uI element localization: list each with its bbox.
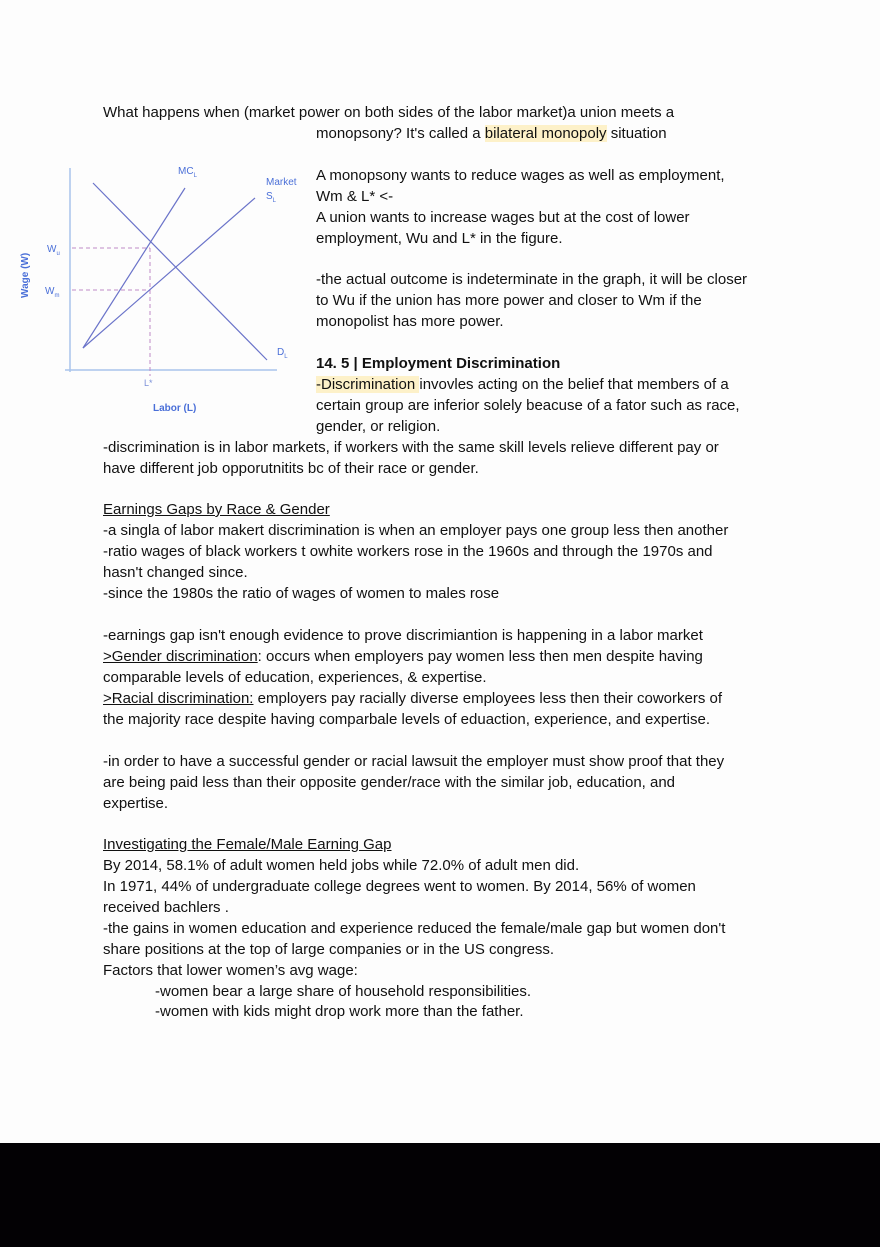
earnings-line-2: -ratio wages of black workers t owhite workers rose in the 1960s and through the 1970s and: [103, 543, 713, 560]
gap-evidence-line: -earnings gap isn't enough evidence to prove discrimiantion is happening in a labor market: [103, 627, 703, 644]
mc-curve: [83, 188, 185, 348]
union-line-2: employment, Wu and L* in the figure.: [316, 230, 563, 247]
intro-line-2-post: situation: [606, 125, 667, 142]
outcome-line-2: to Wu if the union has more power and closer to Wm if the: [316, 292, 702, 309]
earnings-gaps-heading: Earnings Gaps by Race & Gender: [103, 501, 330, 518]
gender-discrimination-term: >Gender discrimination: [103, 648, 258, 665]
outcome-line-1: -the actual outcome is indeterminate in the graph, it will be closer: [316, 271, 748, 288]
outcome-line-3: monopolist has more power.: [316, 313, 504, 330]
graph-svg: [10, 150, 310, 420]
discrimination-def-line-1: [316, 375, 729, 395]
lawsuit-line-2: are being paid less than their opposite gender/race with the similar job, education, and: [103, 774, 676, 791]
investigating-line-3: received bachlers .: [103, 899, 229, 916]
investigating-heading: Investigating the Female/Male Earning Gap: [103, 836, 392, 853]
supply-curve: [83, 198, 255, 348]
factor-item-2: -women with kids might drop work more than the father.: [155, 1003, 524, 1020]
demand-label: $D_L$: [277, 347, 288, 360]
intro-line-1: What happens when (market power on both sides of the labor market)a union meets a: [103, 104, 675, 121]
intro-line-2-pre: monopsony? It's called a: [316, 125, 485, 142]
gender-discrimination-rest: : occurs when employers pay women less then men despite having: [257, 648, 703, 665]
investigating-line-2: In 1971, 44% of undergraduate college degrees went to women. By 2014, 56% of women: [103, 878, 696, 895]
racial-discrimination-line-2: the majority race despite having comparbale levels of eduaction, experience, and expertise.: [103, 711, 711, 728]
earnings-line-4: -since the 1980s the ratio of wages of women to males rose: [103, 585, 500, 602]
wu-label: $W_u$: [47, 244, 60, 257]
labor-market-line-2: have different job opporutnitits bc of their race or gender.: [103, 460, 479, 477]
y-axis-title: Wage (W): [20, 252, 31, 298]
intro-line-2: [316, 124, 667, 144]
lstar-label: L*: [144, 378, 153, 388]
lawsuit-line-3: expertise.: [103, 795, 169, 812]
gender-discrimination-line-2: comparable levels of education, experiences, & expertise.: [103, 669, 487, 686]
investigating-line-1: By 2014, 58.1% of adult women held jobs while 72.0% of adult men did.: [103, 857, 580, 874]
discrimination-def-line-2: certain group are inferior solely beacuse of a fator such as race,: [316, 397, 740, 414]
union-line-1: A union wants to increase wages but at the cost of lower: [316, 209, 690, 226]
gender-discrimination-line-1: [103, 647, 703, 667]
x-axis-title: Labor (L): [153, 403, 197, 414]
monopsony-line-1: A monopsony wants to reduce wages as well as employment,: [316, 167, 725, 184]
racial-discrimination-rest: employers pay racially diverse employees less then their coworkers of: [253, 690, 723, 707]
bilateral-monopoly-graph: [10, 150, 310, 420]
factor-item-1: -women bear a large share of household responsibilities.: [155, 983, 532, 1000]
discrimination-def-line-3: gender, or religion.: [316, 418, 441, 435]
discrimination-def-rest: invovles acting on the belief that members of a: [419, 376, 729, 393]
racial-discrimination-line-1: [103, 689, 722, 709]
supply-label-market: Market: [266, 177, 297, 188]
bilateral-monopoly-highlight: bilateral monopoly: [484, 125, 607, 142]
racial-discrimination-term: >Racial discrimination:: [103, 690, 254, 707]
mc-label: $MC_L$: [178, 166, 197, 179]
earnings-line-1: -a singla of labor makert discrimination is when an employer pays one group less then another: [103, 522, 729, 539]
discrimination-highlight: -Discrimination: [316, 376, 420, 393]
monopsony-line-2: Wm & L* <-: [316, 188, 394, 205]
bottom-black-bar: [0, 1143, 880, 1247]
factors-heading: Factors that lower women’s avg wage:: [103, 962, 358, 979]
investigating-line-4: -the gains in women education and experience reduced the female/male gap but women don't: [103, 920, 726, 937]
lawsuit-line-1: -in order to have a successful gender or racial lawsuit the employer must show proof that they: [103, 753, 725, 770]
earnings-line-3: hasn't changed since.: [103, 564, 248, 581]
supply-label: $S_L$: [266, 191, 277, 204]
investigating-line-5: share positions at the top of large companies or in the US congress.: [103, 941, 555, 958]
labor-market-line-1: -discrimination is in labor markets, if workers with the same skill levels relieve different pay or: [103, 439, 719, 456]
wm-label: $W_m$: [45, 286, 60, 299]
section-heading-employment-discrimination: 14. 5 | Employment Discrimination: [316, 355, 561, 372]
